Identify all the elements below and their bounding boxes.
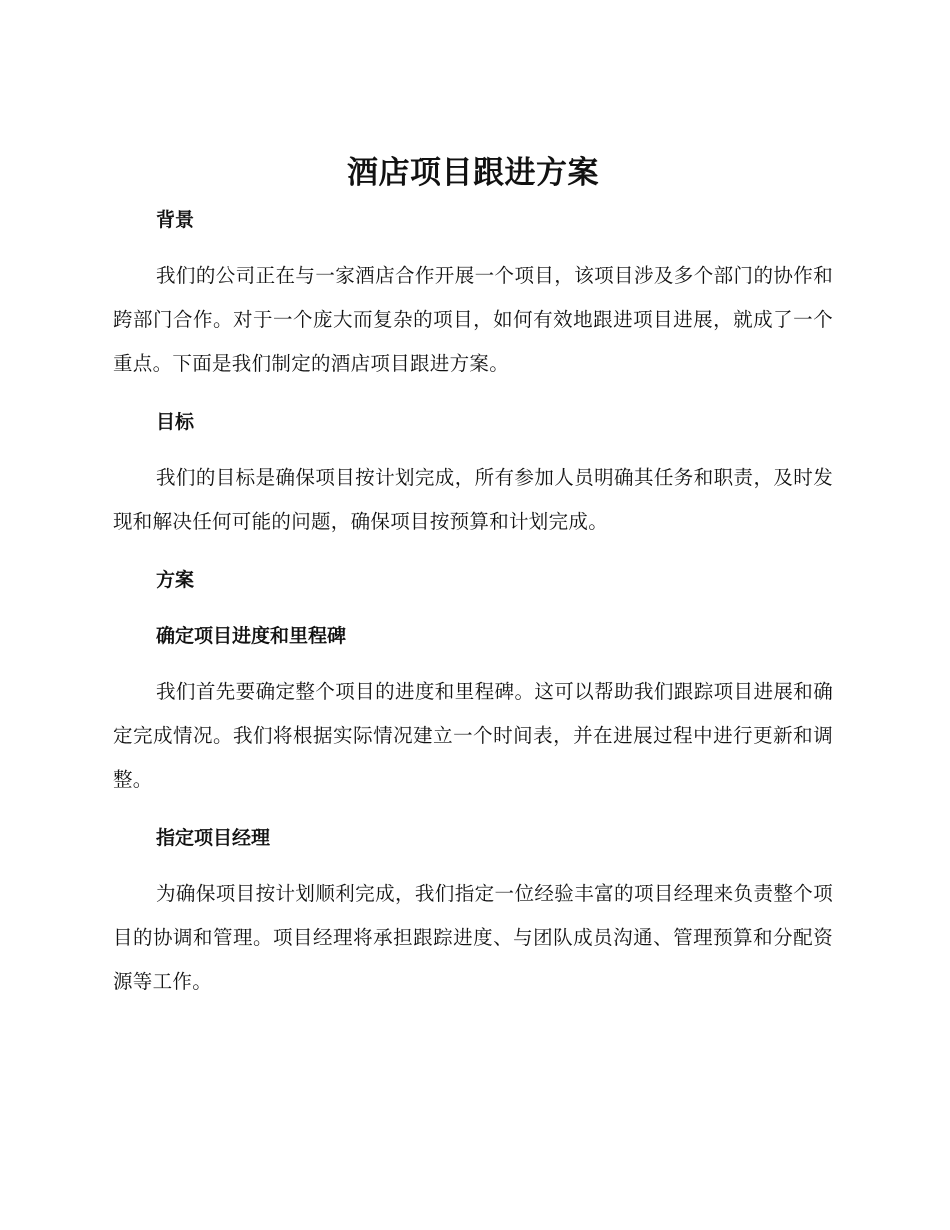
subsection-heading-milestones: 确定项目进度和里程碑	[156, 625, 347, 647]
subsection-heading-manager: 指定项目经理	[156, 827, 271, 849]
section-paragraph-background: 我们的公司正在与一家酒店合作开展一个项目，该项目涉及多个部门的协作和跨部门合作。对于一个庞大而复杂的项目，如何有效地跟进项目进展，就成了一个重点。下面是我们制定的酒店项目跟进方案。	[113, 264, 833, 375]
section-heading-plan: 方案	[156, 569, 195, 591]
subsection-paragraph-manager: 为确保项目按计划顺利完成，我们指定一位经验丰富的项目经理来负责整个项目的协调和管理。项目经理将承担跟踪进度、与团队成员沟通、管理预算和分配资源等工作。	[113, 882, 833, 993]
subsection-paragraph-milestones: 我们首先要确定整个项目的进度和里程碑。这可以帮助我们跟踪项目进展和确定完成情况。我们将根据实际情况建立一个时间表，并在进展过程中进行更新和调整。	[113, 680, 833, 791]
section-paragraph-goal: 我们的目标是确保项目按计划完成，所有参加人员明确其任务和职责，及时发现和解决任何可能的问题，确保项目按预算和计划完成。	[113, 466, 833, 533]
document-title: 酒店项目跟进方案	[347, 155, 599, 191]
section-heading-goal: 目标	[156, 411, 195, 433]
document-body	[113, 148, 833, 1018]
section-heading-background: 背景	[156, 209, 195, 231]
